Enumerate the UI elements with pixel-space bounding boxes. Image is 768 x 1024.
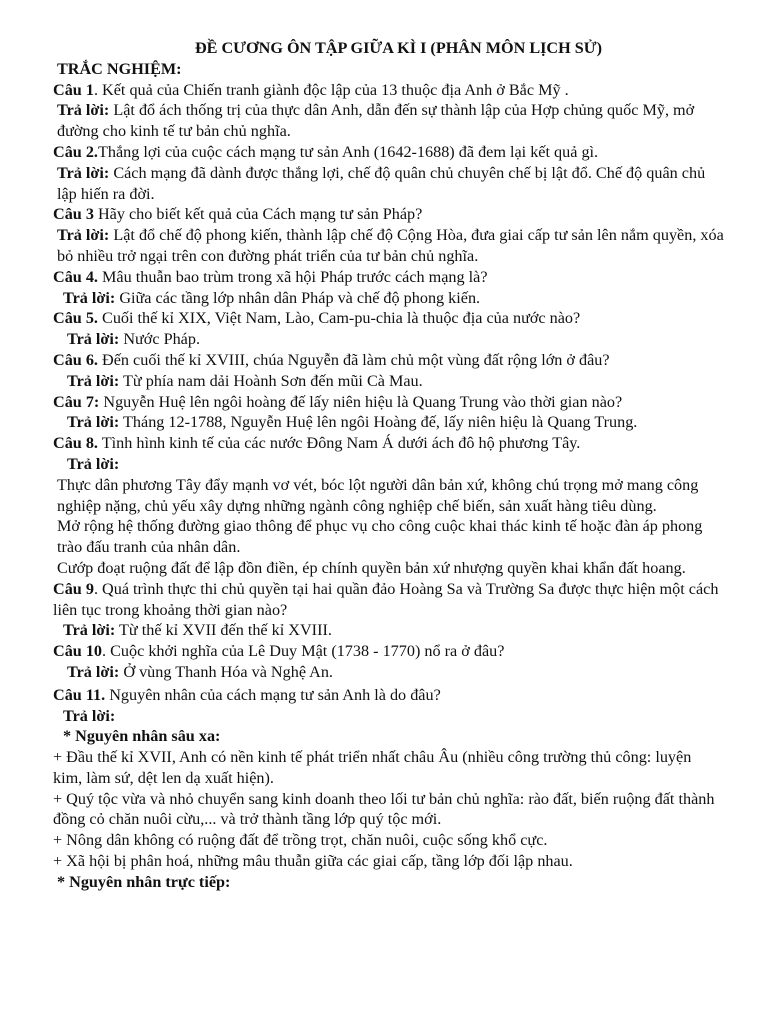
question-text: . Cuộc khởi nghĩa của Lê Duy Mật (1738 - 1770) nổ ra ở đâu? bbox=[102, 642, 505, 661]
answer-text: Ở vùng Thanh Hóa và Nghệ An. bbox=[119, 662, 333, 681]
answer-text: Từ thế kỉ XVII đến thế kỉ XVIII. bbox=[115, 621, 332, 640]
question-3 bbox=[53, 204, 724, 225]
answer-6 bbox=[53, 371, 724, 392]
question-text: Hãy cho biết kết quả của Cách mạng tư sản Pháp? bbox=[93, 205, 423, 224]
answer-text: Nước Pháp. bbox=[119, 330, 201, 349]
question-label: Câu 2. bbox=[53, 142, 98, 161]
question-label: Câu 4. bbox=[53, 267, 98, 286]
answer-text: Lật đổ ách thống trị của thực dân Anh, dẫn đến sự thành lập của Hợp chủng quốc Mỹ, mở đường cho kinh tế tư bản chủ nghĩa. bbox=[57, 101, 695, 141]
question-9 bbox=[53, 579, 724, 621]
question-1 bbox=[53, 80, 724, 101]
question-label: Câu 3 bbox=[53, 205, 94, 224]
answer-9 bbox=[53, 620, 724, 641]
answer-label-11: Trả lời: bbox=[63, 706, 116, 725]
question-label: Câu 10 bbox=[53, 642, 103, 661]
question-text: Cuối thế kỉ XIX, Việt Nam, Lào, Cam-pu-chia là thuộc địa của nước nào? bbox=[97, 309, 581, 328]
question-5 bbox=[53, 308, 724, 329]
answer-1 bbox=[53, 100, 724, 142]
answer-2 bbox=[53, 163, 724, 205]
answer-text: Từ phía nam dải Hoành Sơn đến mũi Cà Mau. bbox=[119, 371, 423, 390]
question-4 bbox=[53, 267, 724, 288]
answer-label: Trả lời: bbox=[57, 226, 110, 245]
answer-label: Trả lời: bbox=[67, 662, 120, 681]
answer-4 bbox=[53, 288, 724, 309]
question-2 bbox=[53, 142, 724, 163]
answer-7 bbox=[53, 412, 724, 433]
question-label: Câu 1 bbox=[53, 80, 94, 99]
answer-8-paragraph-3: Cướp đoạt ruộng đất để lập đồn điền, ép chính quyền bản xứ nhượng quyền khai khẩn đất hoang. bbox=[57, 558, 686, 577]
question-11 bbox=[53, 685, 724, 706]
question-label: Câu 11. bbox=[53, 685, 106, 704]
cause-item-3: + Nông dân không có ruộng đất để trồng trọt, chăn nuôi, cuộc sống khổ cực. bbox=[53, 831, 548, 850]
question-8 bbox=[53, 433, 724, 454]
question-text: Mâu thuẫn bao trùm trong xã hội Pháp trước cách mạng là? bbox=[97, 267, 488, 286]
answer-text: Tháng 12-1788, Nguyễn Huệ lên ngôi Hoàng đế, lấy niên hiệu là Quang Trung. bbox=[119, 413, 638, 432]
question-label: Câu 5. bbox=[53, 309, 98, 328]
answer-5 bbox=[53, 329, 724, 350]
cause-item-2: + Quý tộc vừa và nhỏ chuyển sang kinh doanh theo lối tư bản chủ nghĩa: rào đất, biến ruộng đất thành đồng cỏ chăn nuôi cừu,... và trở thành tầng lớp quý tộc mới. bbox=[53, 789, 715, 829]
answer-label: Trả lời: bbox=[67, 371, 120, 390]
question-text: . Quá trình thực thi chủ quyền tại hai quần đảo Hoàng Sa và Trường Sa được thực hiện một cách liên tục trong khoảng thời gian nào? bbox=[53, 579, 719, 619]
document-title: ĐỀ CƯƠNG ÔN TẬP GIỮA KÌ I (PHÂN MÔN LỊCH SỬ) bbox=[194, 39, 603, 57]
answer-8-paragraph-2: Mở rộng hệ thống đường giao thông để phục vụ cho công cuộc khai thác kinh tế hoặc đàn áp phong trào đấu tranh của nhân dân. bbox=[57, 517, 703, 557]
answer-text: Lật đổ chế độ phong kiến, thành lập chế độ Cộng Hòa, đưa giai cấp tư sản lên nắm quyền, xóa bỏ nhiều trở ngại trên con đường phát triển của tư bản chủ nghĩa. bbox=[57, 226, 724, 265]
question-label: Câu 9 bbox=[53, 579, 94, 598]
question-10 bbox=[53, 641, 724, 662]
answer-label: Trả lời: bbox=[63, 288, 116, 307]
answer-label-8: Trả lời: bbox=[67, 454, 120, 473]
answer-10 bbox=[53, 662, 724, 683]
direct-causes-heading: * Nguyên nhân trực tiếp: bbox=[57, 872, 231, 891]
question-text: . Kết quả của Chiến tranh giành độc lập của 13 thuộc địa Anh ở Bắc Mỹ . bbox=[93, 80, 569, 99]
question-text: Nguyễn Huệ lên ngôi hoàng đế lấy niên hiệu là Quang Trung vào thời gian nào? bbox=[99, 392, 623, 411]
cause-item-4: + Xã hội bị phân hoá, những mâu thuẫn giữa các giai cấp, tầng lớp đối lập nhau. bbox=[53, 852, 573, 871]
deep-causes-heading: * Nguyên nhân sâu xa: bbox=[63, 727, 221, 746]
cause-item-1: + Đầu thế kỉ XVII, Anh có nền kinh tế phát triển nhất châu Âu (nhiều công trường thủ công: luyện kim, làm sứ, dệt len dạ xuất hiện). bbox=[53, 748, 692, 787]
answer-label: Trả lời: bbox=[57, 101, 110, 120]
question-text: Đến cuối thế kỉ XVIII, chúa Nguyễn đã làm chủ một vùng đất rộng lớn ở đâu? bbox=[97, 350, 610, 369]
answer-label: Trả lời: bbox=[57, 163, 110, 182]
answer-3 bbox=[53, 225, 724, 267]
answer-label: Trả lời: bbox=[63, 621, 116, 640]
question-7 bbox=[53, 392, 724, 413]
question-label: Câu 8. bbox=[53, 434, 98, 453]
question-6 bbox=[53, 350, 724, 371]
answer-label: Trả lời: bbox=[67, 413, 120, 432]
question-text: Thắng lợi của cuộc cách mạng tư sản Anh (1642-1688) đã đem lại kết quả gì. bbox=[97, 142, 599, 161]
question-text: Nguyên nhân của cách mạng tư sản Anh là do đâu? bbox=[105, 685, 441, 704]
answer-text: Giữa các tầng lớp nhân dân Pháp và chế độ phong kiến. bbox=[115, 288, 481, 307]
question-label: Câu 7: bbox=[53, 392, 100, 411]
answer-label: Trả lời: bbox=[67, 330, 120, 349]
section-heading: TRẮC NGHIỆM: bbox=[57, 59, 182, 78]
question-label: Câu 6. bbox=[53, 350, 98, 369]
question-text: Tình hình kinh tế của các nước Đông Nam Á dưới ách đô hộ phương Tây. bbox=[97, 434, 581, 453]
answer-8-paragraph-1: Thực dân phương Tây đẩy mạnh vơ vét, bóc lột người dân bản xứ, không chú trọng mở mang công nghiệp nặng, chủ yếu xây dựng những ngành công nghiệp chế biến, sản xuất hàng tiêu dùng. bbox=[57, 475, 699, 515]
answer-text: Cách mạng đã dành được thắng lợi, chế độ quân chủ chuyên chế bị lật đổ. Chế độ quân chủ lập hiến ra đời. bbox=[57, 163, 706, 203]
